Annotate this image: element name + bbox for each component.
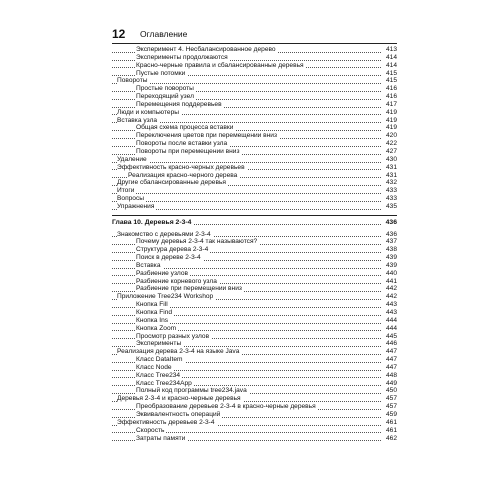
- toc-entry: [112, 411, 397, 419]
- toc-entry-page: 417: [385, 100, 397, 108]
- toc-entry-page: 433: [385, 195, 397, 203]
- toc-entry-page: 419: [385, 108, 397, 116]
- toc-entry: [112, 285, 397, 293]
- toc-entry-title: Глава 10. Деревья 2-3-4: [112, 218, 192, 226]
- toc-entry-title: Вставка узла: [117, 116, 158, 124]
- toc-entry-title: Пустые потомки: [136, 69, 186, 77]
- toc-entry-page: 457: [385, 403, 397, 411]
- toc-entry: [112, 270, 397, 278]
- toc-entry: [112, 238, 397, 246]
- toc-entry: [112, 254, 397, 262]
- toc-entry: [112, 340, 397, 348]
- toc-entry: [112, 317, 397, 325]
- toc-entry: [112, 164, 397, 172]
- toc-entry-title: Кнопка Find: [136, 309, 173, 316]
- toc-entry-title: Деревья 2-3-4 и красно-черные деревья: [117, 395, 241, 403]
- toc-chapter-entry: [112, 219, 397, 227]
- toc-entry-page: 427: [385, 147, 397, 155]
- toc-entry-page: 422: [385, 140, 397, 148]
- toc-entry: [112, 364, 397, 372]
- toc-entry: [112, 179, 397, 187]
- toc-entry-title: Удаление: [117, 155, 147, 163]
- toc-entry-title: Класс Tree234: [136, 371, 181, 379]
- toc-entry: [112, 140, 397, 148]
- toc-entry: [112, 231, 397, 239]
- page-header: [112, 27, 397, 41]
- toc-entry: [112, 77, 397, 85]
- toc-entry: [112, 70, 397, 78]
- toc-entry-title: Класс Tree234App: [136, 379, 192, 387]
- toc-entry: [112, 246, 397, 254]
- toc-entry: [112, 348, 397, 356]
- toc-entry-page: 439: [385, 261, 397, 269]
- toc-entry-title: Другие сбалансированные деревья: [117, 179, 226, 187]
- toc-entry: [112, 62, 397, 70]
- toc-entry-title: Повороты: [117, 77, 148, 85]
- toc-entry: [112, 262, 397, 270]
- toc-entry-title: Класс Node: [136, 363, 172, 371]
- toc-entry-title: Перемещения поддеревьев: [136, 100, 222, 108]
- toc-entry: [112, 46, 397, 54]
- page-number: 12: [112, 27, 126, 41]
- toc-entry-page: 419: [385, 116, 397, 124]
- toc-entry-title: Люди и компьютеры: [117, 108, 179, 116]
- toc-entry-page: 437: [385, 238, 397, 246]
- toc-entry-title: Разбиение корневого узла: [136, 277, 217, 285]
- toc-entry-title: Просмотр разных узлов: [136, 332, 210, 340]
- toc-entry-page: 416: [385, 85, 397, 93]
- toc-entry-page: 461: [385, 418, 397, 426]
- toc-entry: [112, 372, 397, 380]
- toc-entry-page: 457: [385, 395, 397, 403]
- toc-entry-title: Переключения цветов при перемещении вниз: [136, 132, 278, 140]
- toc-entry-title: Переходящий узел: [136, 93, 194, 101]
- toc-entry-page: 431: [385, 171, 397, 179]
- toc-entry-page: 436: [385, 230, 397, 238]
- chapter-divider: [112, 215, 397, 216]
- toc-entry: [112, 387, 397, 395]
- toc-leader-dots: [112, 83, 381, 84]
- toc-entry: [112, 101, 397, 109]
- toc-entry: [112, 309, 397, 317]
- toc-entry-page: 416: [385, 93, 397, 101]
- toc-entry-page: 431: [385, 163, 397, 171]
- toc-entry-page: 447: [385, 356, 397, 364]
- toc-entry-page: 430: [385, 155, 397, 163]
- toc-entry-title: Скорость: [136, 426, 165, 434]
- toc-entry-title: Кнопка Ins: [136, 316, 169, 324]
- toc-entry-title: Кнопка Fill: [136, 301, 168, 309]
- toc-entry: [112, 203, 397, 211]
- toc-entry: [112, 132, 397, 140]
- toc-entry-page: 432: [385, 179, 397, 187]
- toc-entry-page: 450: [385, 387, 397, 395]
- toc-entry: [112, 148, 397, 156]
- toc-entry-page: 435: [385, 202, 397, 210]
- toc-entry-page: 436: [385, 218, 397, 226]
- toc-entry-title: Реализация дерева 2-3-4 на языке Java: [117, 348, 240, 356]
- toc-entry: [112, 85, 397, 93]
- running-title: Оглавление: [140, 29, 188, 39]
- toc-entry: [112, 403, 397, 411]
- toc-entry: [112, 427, 397, 435]
- toc-entry-page: 443: [385, 301, 397, 309]
- toc-entry-page: 433: [385, 187, 397, 195]
- toc-entry-page: 414: [385, 53, 397, 61]
- toc-entry-page: 443: [385, 309, 397, 316]
- header-divider: [112, 43, 397, 44]
- toc-entry-title: Структура дерева 2-3-4: [136, 246, 209, 254]
- toc-entry-title: Вставка: [136, 261, 161, 269]
- toc-entry-title: Кнопка Zoom: [136, 324, 177, 332]
- toc-entry-page: 440: [385, 269, 397, 277]
- toc-entry-title: Знакомство с деревьями 2-3-4: [117, 230, 211, 238]
- toc-entry-title: Эффективность красно-черных деревьев: [117, 163, 245, 171]
- toc-entry-page: 462: [385, 434, 397, 442]
- toc-entry-page: 414: [385, 61, 397, 69]
- toc-entry: [112, 187, 397, 195]
- toc-entry: [112, 156, 397, 164]
- toc-entry-page: 420: [385, 132, 397, 140]
- toc-entry-title: Вопросы: [117, 195, 145, 203]
- toc-entry: [112, 419, 397, 427]
- toc-entry-page: 439: [385, 254, 397, 262]
- toc-entry-title: Упражнения: [117, 202, 155, 210]
- toc-entry-title: Эффективность деревьев 2-3-4: [117, 418, 215, 426]
- toc-entry-title: Красно-черные правила и сбалансированные деревья: [136, 61, 304, 69]
- toc-entry-title: Эксперименты продолжаются: [136, 53, 228, 61]
- toc-entry-title: Преобразование деревьев 2-3-4 в красно-черные деревья: [136, 403, 316, 411]
- toc-entry-title: Повороты после вставки узла: [136, 140, 228, 148]
- toc-entry-title: Полный код программы tree234.java: [136, 387, 247, 395]
- toc-entry-title: Эквивалентность операций: [136, 410, 221, 418]
- toc-leader-dots: [112, 201, 381, 202]
- toc-entry-page: 413: [385, 46, 397, 53]
- toc-entry-page: 446: [385, 340, 397, 348]
- toc-entry-page: 438: [385, 246, 397, 254]
- toc-leader-dots: [112, 193, 381, 194]
- toc-entry-page: 419: [385, 124, 397, 132]
- table-of-contents: [112, 46, 397, 442]
- toc-entry-title: Класс DataItem: [136, 356, 183, 364]
- toc-entry: [112, 395, 397, 403]
- toc-entry-title: Итоги: [117, 187, 135, 195]
- toc-entry-title: Эксперименты: [136, 340, 182, 348]
- toc-entry-title: Повороты при перемещении вниз: [136, 147, 240, 155]
- toc-entry: [112, 301, 397, 309]
- toc-entry: [112, 93, 397, 101]
- toc-entry-page: 415: [385, 77, 397, 85]
- toc-entry-title: Общая схема процесса вставки: [136, 124, 234, 132]
- toc-entry: [112, 333, 397, 341]
- toc-entry-title: Простые повороты: [136, 85, 194, 93]
- toc-leader-dots: [112, 162, 381, 163]
- toc-entry-page: 459: [385, 410, 397, 418]
- toc-entry-title: Эксперимент 4. Несбалансированное дерево: [136, 46, 276, 53]
- toc-entry: [112, 195, 397, 203]
- toc-entry-title: Поиск в дереве 2-3-4: [136, 254, 201, 262]
- toc-entry-page: 445: [385, 332, 397, 340]
- toc-entry: [112, 435, 397, 443]
- toc-entry-title: Затраты памяти: [136, 434, 186, 442]
- toc-entry-page: 447: [385, 348, 397, 356]
- toc-entry: [112, 356, 397, 364]
- toc-entry-title: Приложение Tree234 Workshop: [117, 293, 214, 301]
- toc-entry-page: 442: [385, 293, 397, 301]
- toc-entry-title: Реализация красно-черного дерева: [128, 171, 238, 179]
- toc-entry: [112, 109, 397, 117]
- toc-entry-page: 447: [385, 363, 397, 371]
- toc-entry-page: 442: [385, 285, 397, 293]
- toc-entry: [112, 124, 397, 132]
- toc-entry: [112, 54, 397, 62]
- toc-entry-title: Разбиение при перемещении вниз: [136, 285, 242, 293]
- toc-entry-page: 415: [385, 69, 397, 77]
- toc-entry-page: 444: [385, 324, 397, 332]
- toc-entry-page: 449: [385, 379, 397, 387]
- toc-entry: [112, 325, 397, 333]
- toc-entry: [112, 293, 397, 301]
- toc-entry-page: 444: [385, 316, 397, 324]
- toc-entry-page: 448: [385, 371, 397, 379]
- toc-entry-page: 441: [385, 277, 397, 285]
- toc-entry-title: Почему деревья 2-3-4 так называются?: [136, 238, 258, 246]
- toc-entry-page: 461: [385, 426, 397, 434]
- toc-entry-title: Разбиение узлов: [136, 269, 189, 277]
